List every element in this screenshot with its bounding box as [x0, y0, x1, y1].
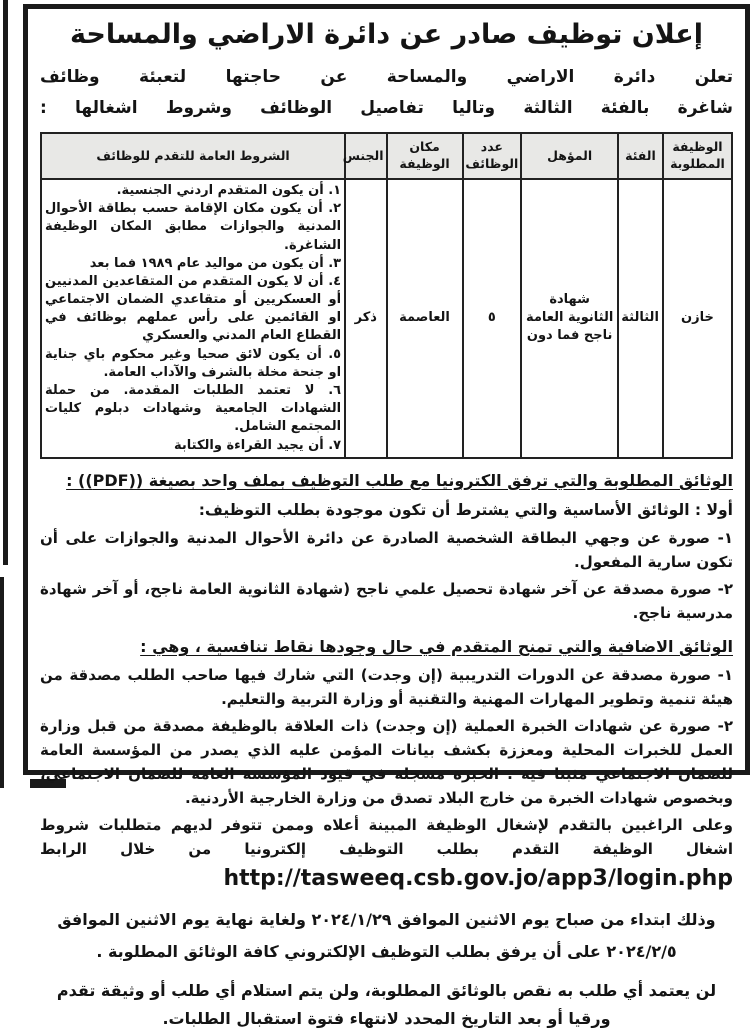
table-row	[41, 179, 732, 458]
cell-qualification: شهادة الثانوية العامة ناجح فما دون	[521, 179, 618, 458]
intro-line-2: شاغرة بالفئة الثالثة وتاليا تفاصيل الوظائف وشروط اشغالها :	[40, 97, 733, 118]
cell-location: العاصمة	[387, 179, 463, 458]
announcement-frame	[23, 4, 750, 1028]
cell-conditions-list	[41, 179, 345, 458]
condition-item: ٥. أن يكون لائق صحيا وغير محكوم باي جناية او جنحة مخلة بالشرف والآداب العامة.	[45, 346, 342, 380]
col-header-gender: الجنس	[345, 133, 386, 179]
application-paragraph	[40, 813, 733, 896]
condition-item: ٧. أن يجيد القراءة والكتابة	[173, 437, 342, 453]
required-docs-first-label: أولا : الوثائق الأساسية والتي يشترط أن تكون موجودة بطلب التوظيف:	[198, 501, 733, 520]
vacancies-table	[40, 132, 733, 459]
announcement-title: إعلان توظيف صادر عن دائرة الاراضي والمساحة	[70, 19, 703, 50]
condition-item: ٣. أن يكون من مواليد عام ١٩٨٩ فما بعد	[89, 255, 342, 271]
disclaimer-paragraph: لن يعتمد أي طلب به نقص بالوثائق المطلوبة، ولن يتم استلام أي طلب أو وثيقة تقدم ورقيا أو بعد التاريخ المحدد لانتهاء فتوة استقبال الطلبات.	[56, 980, 717, 1028]
required-doc-item: ١- صورة عن وجهي البطاقة الشخصية الصادرة عن دائرة الأحوال المدنية والجوازات على أن تكون سارية المفعول.	[40, 528, 733, 571]
condition-item: ١. أن يكون المتقدم اردني الجنسية.	[116, 182, 342, 198]
dates-text-before: وذلك ابتداء من صباح يوم الاثنين الموافق	[397, 909, 716, 929]
adjacent-column-rule-top	[3, 0, 8, 565]
additional-docs-list	[40, 663, 733, 810]
col-header-job-title: الوظيفة المطلوبة	[663, 133, 732, 179]
condition-item: ٦. لا تعتمد الطلبات المقدمة. من حملة الشهادات الجامعية وشهادات دبلوم كليات المجتمع الشامل.	[45, 383, 342, 435]
condition-item: ٢. أن يكون مكان الإقامة حسب بطاقة الأحوال المدنية والجوازات مطابق المكان الوظيفة الشاغرة.	[45, 201, 342, 253]
required-doc-item: ٢- صورة مصدقة عن آخر شهادة تحصيل علمي ناجح (شهادة الثانوية العامة ناجح، أو آخر شهادة مدرسية ناجح.	[40, 579, 733, 622]
start-date: ٢٠٢٤/١/٢٩	[311, 909, 392, 929]
table-header-row	[41, 133, 732, 179]
col-header-conditions: الشروط العامة للتقدم للوظائف	[41, 133, 345, 179]
end-date: ٢٠٢٤/٢/٥	[606, 941, 677, 961]
cell-job-title: خازن	[663, 179, 732, 458]
required-docs-list	[40, 526, 733, 625]
additional-docs-heading: الوثائق الاضافية والتي تمنح المتقدم في حال وجودها نقاط تنافسية ، وهي :	[140, 636, 733, 656]
cell-vacancies: ٥	[463, 179, 522, 458]
additional-doc-item: ٢- صورة عن شهادات الخبرة العملية (إن وجدت) ذات العلاقة بالوظيفة مصدقة من قبل وزارة العمل للخبرات المحلية ومعززة بكشف بيانات المؤمن عليه الذي يصدر من المؤسسة العامة للضمان الاجتماعي مثبتا فيه . الخبرة مسجلة في قيود المؤسسة العامة للضمان الاجتماعي، وبخصوص شهادات الخبرة من خارج البلاد تصدق من وزارة الخارجية الأردنية.	[40, 717, 733, 808]
application-url: http://tasweeq.csb.gov.jo/app3/login.php	[223, 866, 733, 892]
additional-doc-item: ١- صورة مصدقة عن الدورات التدريبية (إن وجدت) التي شارك فيها صاحب الطلب مصدقة من هيئة تنمية وتطوير المهارات المهنية والتقنية أو وزارة التربية والتعليم.	[40, 666, 733, 709]
application-text: وعلى الراغبين بالتقدم لإشغال الوظيفة المبينة أعلاه وممن تتوفر لديهم متطلبات شروط اشغال الوظيفة التقدم بطلب التوظيف إلكترونيا من خلال الرابط	[40, 816, 733, 859]
col-header-qualification: المؤهل	[521, 133, 618, 179]
intro-line-1: تعلن دائرة الاراضي والمساحة عن حاجتها لتعبئة وظائف	[40, 67, 733, 87]
required-docs-heading: الوثائق المطلوبة والتي ترفق الكترونيا مع طلب التوظيف بملف واحد بصيغة ((PDF)) :	[66, 470, 733, 490]
dates-text-middle: ولغاية نهاية يوم الاثنين الموافق	[57, 909, 306, 929]
condition-item: ٤. أن لا يكون المتقدم من المتقاعدين المدنيين أو العسكريين أو متقاعدي الضمان الاجتماعي او القائمين على رأس عملهم بوظائف في القطاع العام المدني والعسكري	[45, 273, 342, 344]
col-header-location: مكان الوظيفة	[387, 133, 463, 179]
dates-text-after: على أن يرفق بطلب التوظيف الإلكتروني كافة الوثائق المطلوبة .	[96, 941, 601, 961]
dates-paragraph	[40, 904, 733, 968]
cell-category: الثالثة	[618, 179, 663, 458]
col-header-vacancies: عدد الوظائف	[463, 133, 522, 179]
adjacent-column-rule-bottom	[0, 577, 4, 788]
cell-gender: ذكر	[345, 179, 386, 458]
col-header-category: الفئة	[618, 133, 663, 179]
